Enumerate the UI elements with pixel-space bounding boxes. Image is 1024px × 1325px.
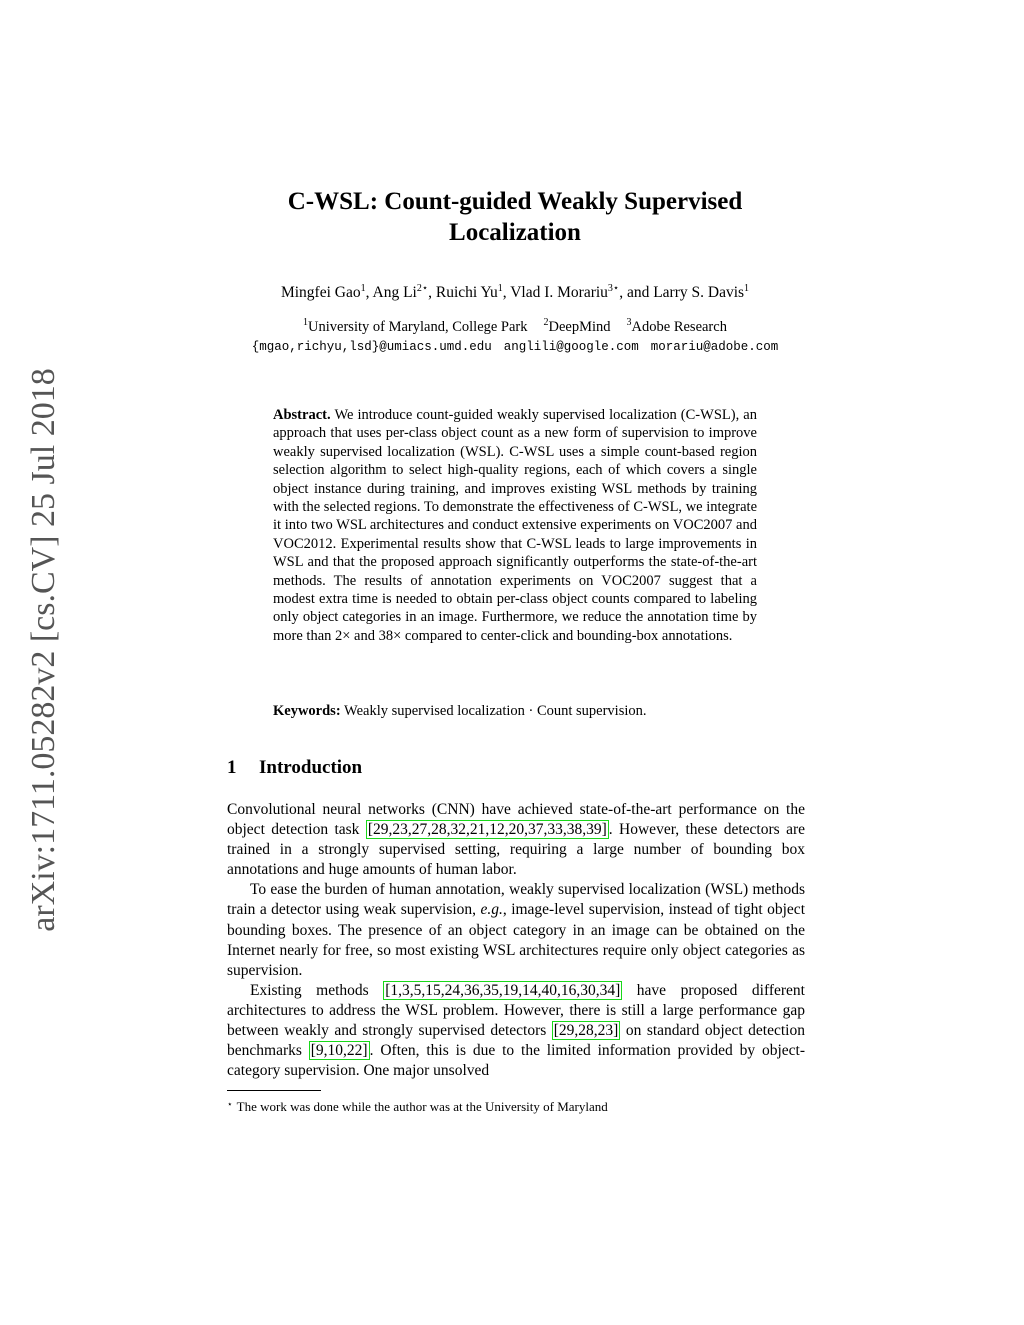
paragraph: To ease the burden of human annotation, weakly supervised localization (WSL) methods train a detector using weak supervision, e.g., image-level supervision, instead of tight object bounding boxes. The presence of an object category in an image can be obtained on the Internet nearly for free, so most existing WSL architectures require only object categories as supervision. <box>227 881 805 979</box>
email: morariu@adobe.com <box>650 340 779 354</box>
section-title: Introduction <box>259 757 363 778</box>
author: Larry S. Davis$^1$ <box>653 283 750 301</box>
footnote-mark: ⋆ <box>227 1099 233 1109</box>
paper-title <box>230 186 800 248</box>
email-list <box>170 338 860 356</box>
email: {mgao,richyu,lsd}@umiacs.umd.edu <box>251 340 492 354</box>
title-line-1: C-WSL: Count-guided Weakly Supervised <box>287 188 743 215</box>
footnote <box>227 1096 805 1115</box>
citation-link[interactable]: [29,23,27,28,32,21,12,20,37,33,38,39] <box>367 821 607 839</box>
arxiv-side-identifier <box>14 360 74 940</box>
citation-link[interactable]: [1,3,5,15,24,36,35,19,14,40,16,30,34] <box>385 981 621 999</box>
affiliations <box>210 318 820 337</box>
paragraph: Convolutional neural networks (CNN) have achieved state-of-the-art performance on the object detection task [29,23,27,28,32,21,12,20,37,33,38,39] . However, these detectors are trained in a strongly supervised setting, requiring a large number of bounding box annotations and huge amounts of human labor. <box>227 801 805 879</box>
citation-link[interactable]: [29,28,23] <box>553 1022 619 1040</box>
author: Mingfei Gao$^1$, <box>280 283 373 301</box>
keywords-text: Weakly supervised localization · Count supervision. <box>344 703 647 719</box>
keywords-label: Keywords: <box>273 703 341 719</box>
section-heading <box>227 756 362 780</box>
author: Ruichi Yu$^1$, <box>435 283 511 301</box>
author: Vlad I. Morariu$^{3⋆}$, and <box>510 283 654 301</box>
introduction-body <box>227 800 805 1081</box>
affiliation: $^2$DeepMind <box>543 317 611 335</box>
author-list <box>210 283 820 303</box>
footnote-text: The work was done while the author was at the University of Maryland <box>236 1099 608 1114</box>
email: anglili@google.com <box>503 340 639 354</box>
affiliation: $^1$University of Maryland, College Park <box>303 317 528 335</box>
section-number: 1 <box>227 757 237 778</box>
paragraph: Existing methods [1,3,5,15,24,36,35,19,14,40,16,30,34] have proposed different architectures to address the WSL problem. However, there is still a large performance gap between weakly and strongly supervised detectors [29,28,23] on standard object detection benchmarks [9,10,22] . Often, this is due to the limited information provided by object-category supervision. One major unsolved <box>227 981 806 1080</box>
author: Ang $Li^{2⋆}$, <box>372 283 436 301</box>
abstract <box>273 406 757 645</box>
arxiv-id-text: arXiv:1711.05282v2 [cs.CV] 25 Jul 2018 <box>25 368 62 932</box>
footnote-rule <box>227 1090 321 1091</box>
citation-link[interactable]: [9,10,22] <box>310 1042 368 1060</box>
abstract-text: We introduce count-guided weakly supervised localization (C-WSL), an approach that uses per-class object count as a new form of supervision to improve weakly supervised localization (WSL). C-WSL uses a simple count-based region selection algorithm to select high-quality regions, each of which covers a single object instance during training, and improves existing WSL methods by training with the selected regions. To demonstrate the effectiveness of C-WSL, we integrate it into two WSL architectures and conduct extensive experiments on VOC2007 and VOC2012. Experimental results show that C-WSL leads to large improvements in WSL and that the proposed approach significantly outperforms the state-of-the-art methods. The results of annotation experiments on VOC2007 suggest that a modest extra time is needed to obtain per-class object counts compared to labeling only object categories in an image. Furthermore, we reduce the annotation time by more than 2× and 38× compared to center-click and bounding-box annotations. <box>273 407 757 644</box>
affiliation: $^3$Adobe Research <box>626 317 727 335</box>
title-line-2: Localization <box>449 219 581 246</box>
keywords <box>273 702 757 721</box>
abstract-label: Abstract. <box>273 407 331 423</box>
